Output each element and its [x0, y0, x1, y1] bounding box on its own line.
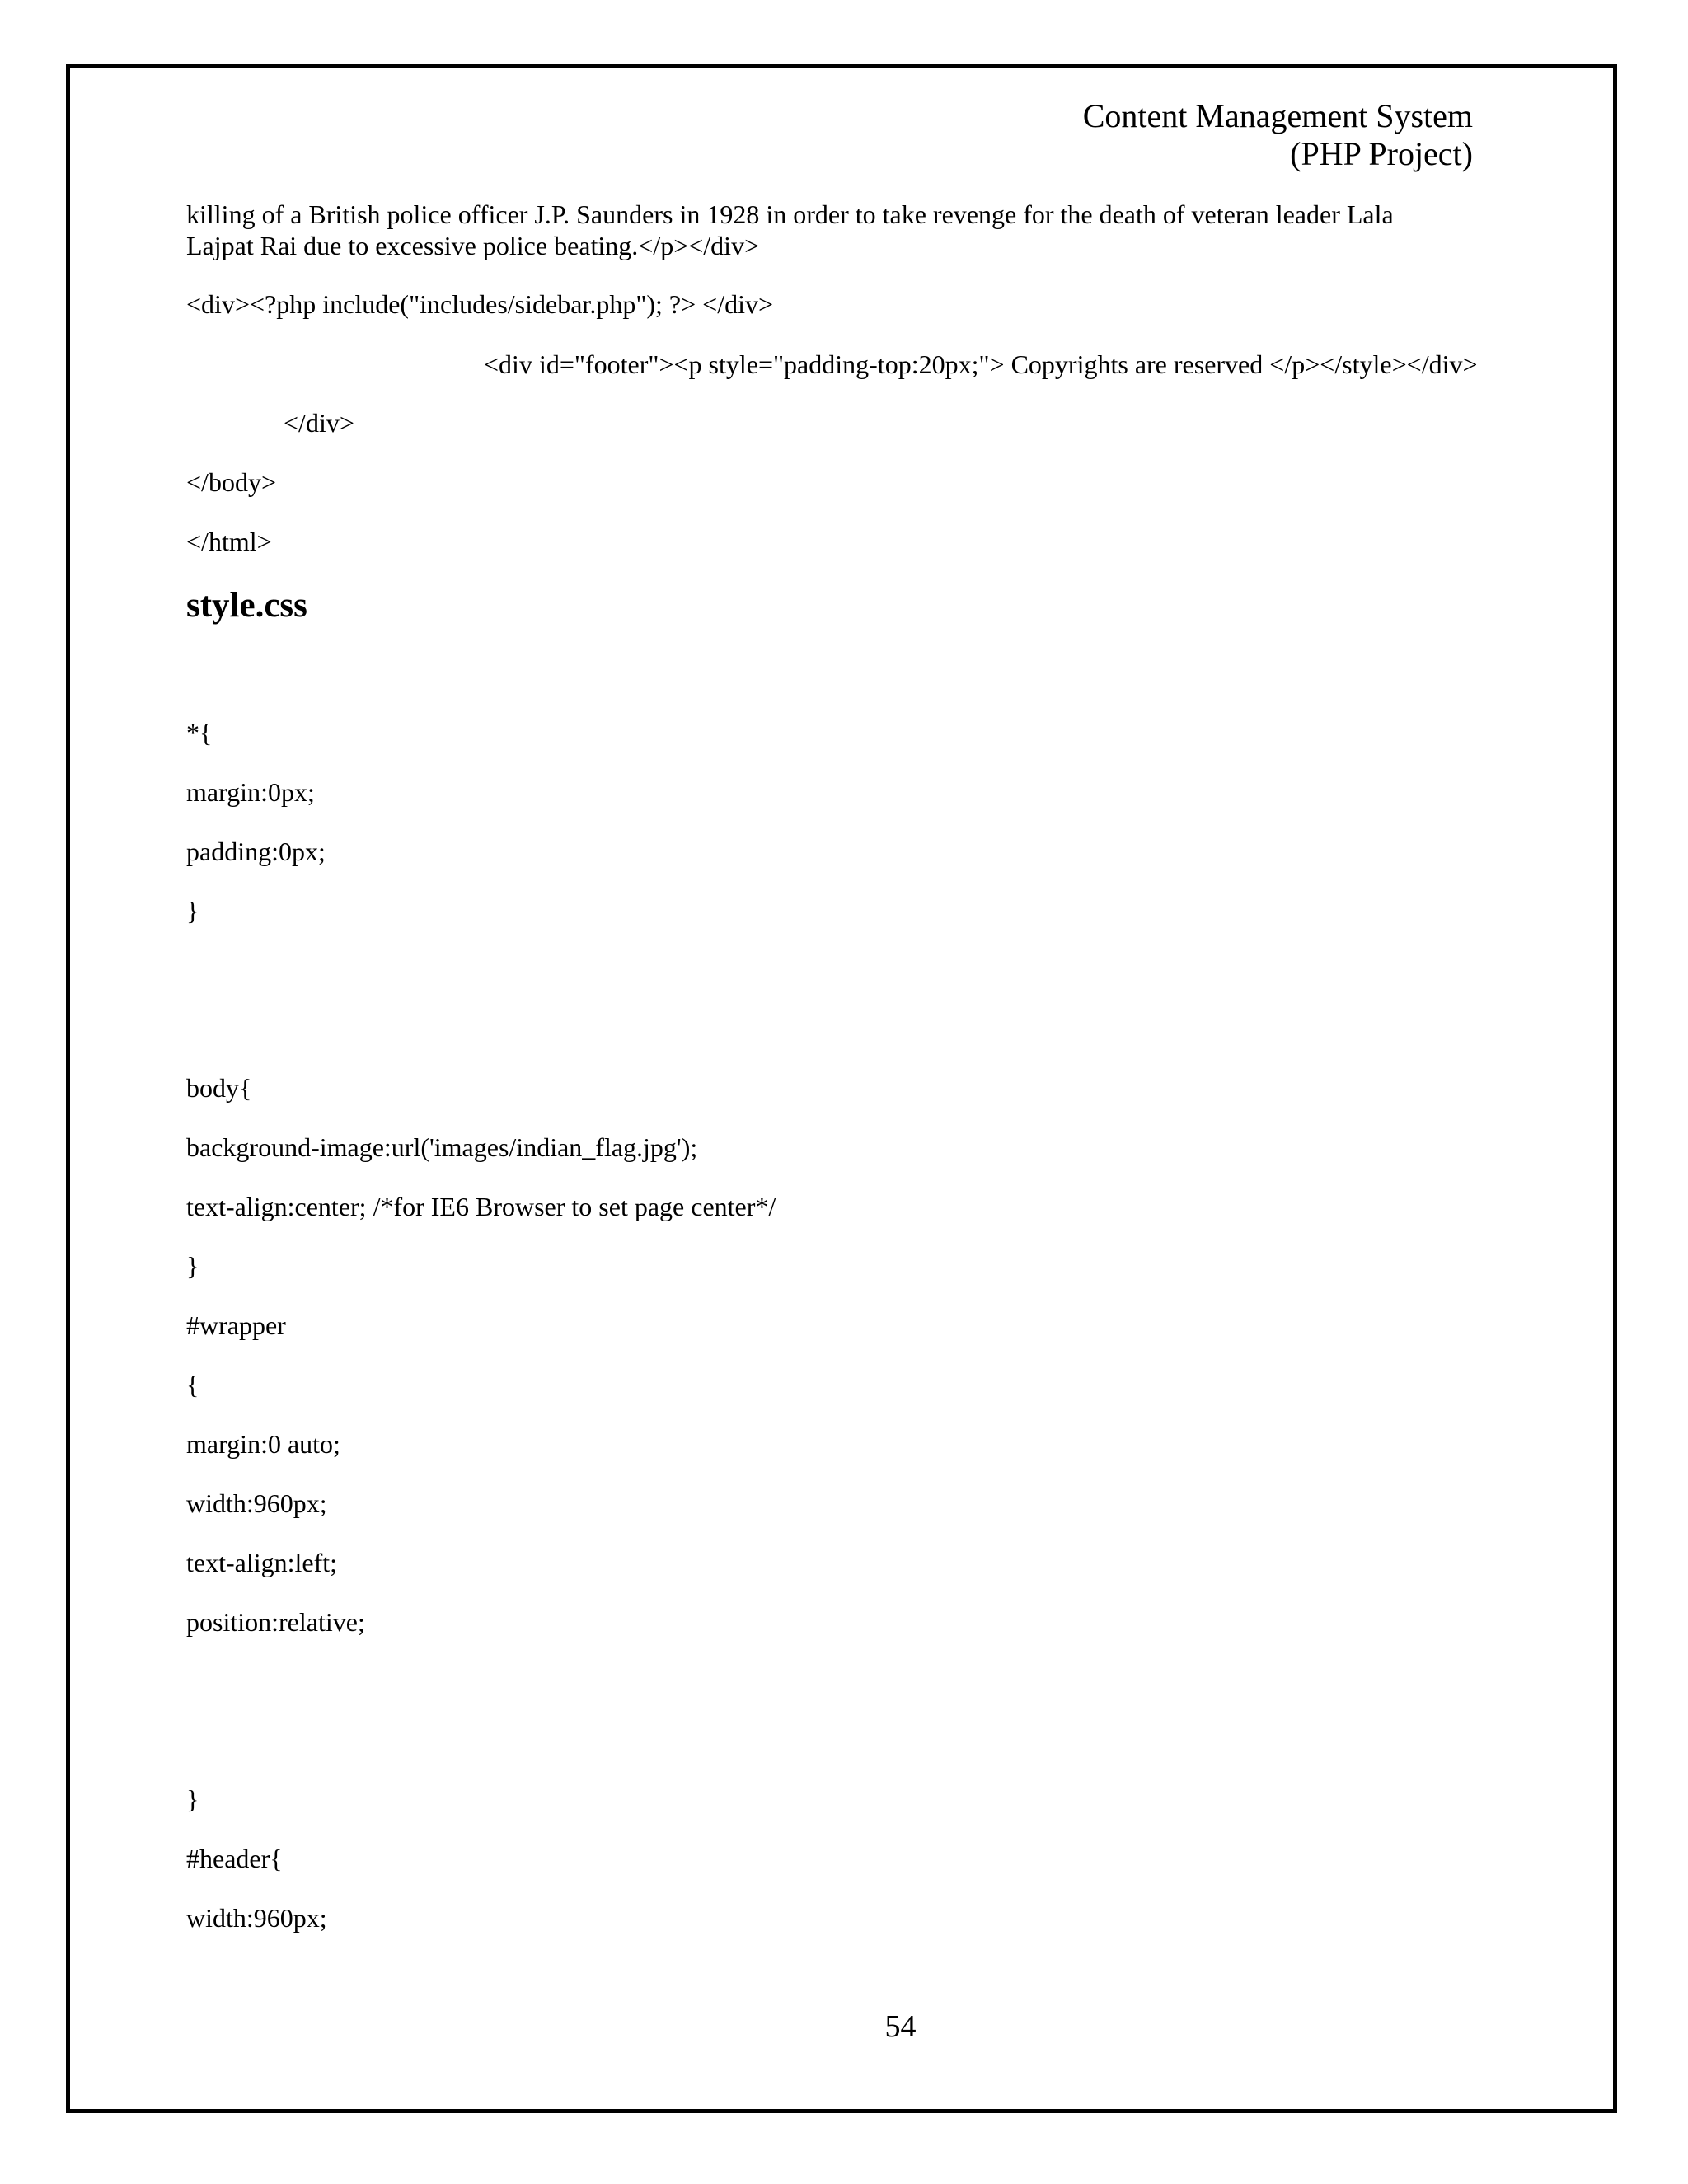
- css-line: #wrapper: [186, 1310, 286, 1340]
- css-line: }: [186, 1251, 199, 1281]
- css-line: margin:0px;: [186, 777, 315, 807]
- code-line: </div>: [284, 408, 354, 438]
- running-header: [1083, 97, 1473, 173]
- header-title-line2: (PHP Project): [1290, 135, 1473, 172]
- css-line: width:960px;: [186, 1488, 327, 1518]
- css-line: position:relative;: [186, 1607, 365, 1637]
- code-line: </html>: [186, 527, 272, 556]
- css-line: width:960px;: [186, 1903, 327, 1933]
- css-line: background-image:url('images/indian_flag.jpg');: [186, 1132, 698, 1162]
- code-line: </body>: [186, 467, 276, 497]
- text-line: killing of a British police officer J.P. Saunders in 1928 in order to take revenge for the death of veteran leader Lala: [186, 199, 1394, 229]
- section-heading: style.css: [186, 586, 307, 625]
- css-line: padding:0px;: [186, 837, 326, 866]
- css-line: *{: [186, 718, 213, 748]
- css-line: text-align:left;: [186, 1548, 338, 1577]
- code-line: <div><?php include("includes/sidebar.php"); ?> </div>: [186, 289, 774, 319]
- page-number: 54: [884, 2009, 917, 2044]
- css-line: body{: [186, 1073, 252, 1103]
- text-line: Lajpat Rai due to excessive police beating.</p></div>: [186, 231, 760, 260]
- css-line: text-align:center; /*for IE6 Browser to set page center*/: [186, 1192, 776, 1221]
- css-line: }: [186, 896, 199, 926]
- css-line: margin:0 auto;: [186, 1429, 340, 1459]
- css-line: }: [186, 1784, 199, 1814]
- css-line: {: [186, 1370, 199, 1399]
- css-line: #header{: [186, 1844, 283, 1873]
- code-line: <div id="footer"><p style="padding-top:20px;"> Copyrights are reserved </p></style></div>: [484, 349, 1478, 379]
- header-title-line1: Content Management System: [1082, 97, 1473, 134]
